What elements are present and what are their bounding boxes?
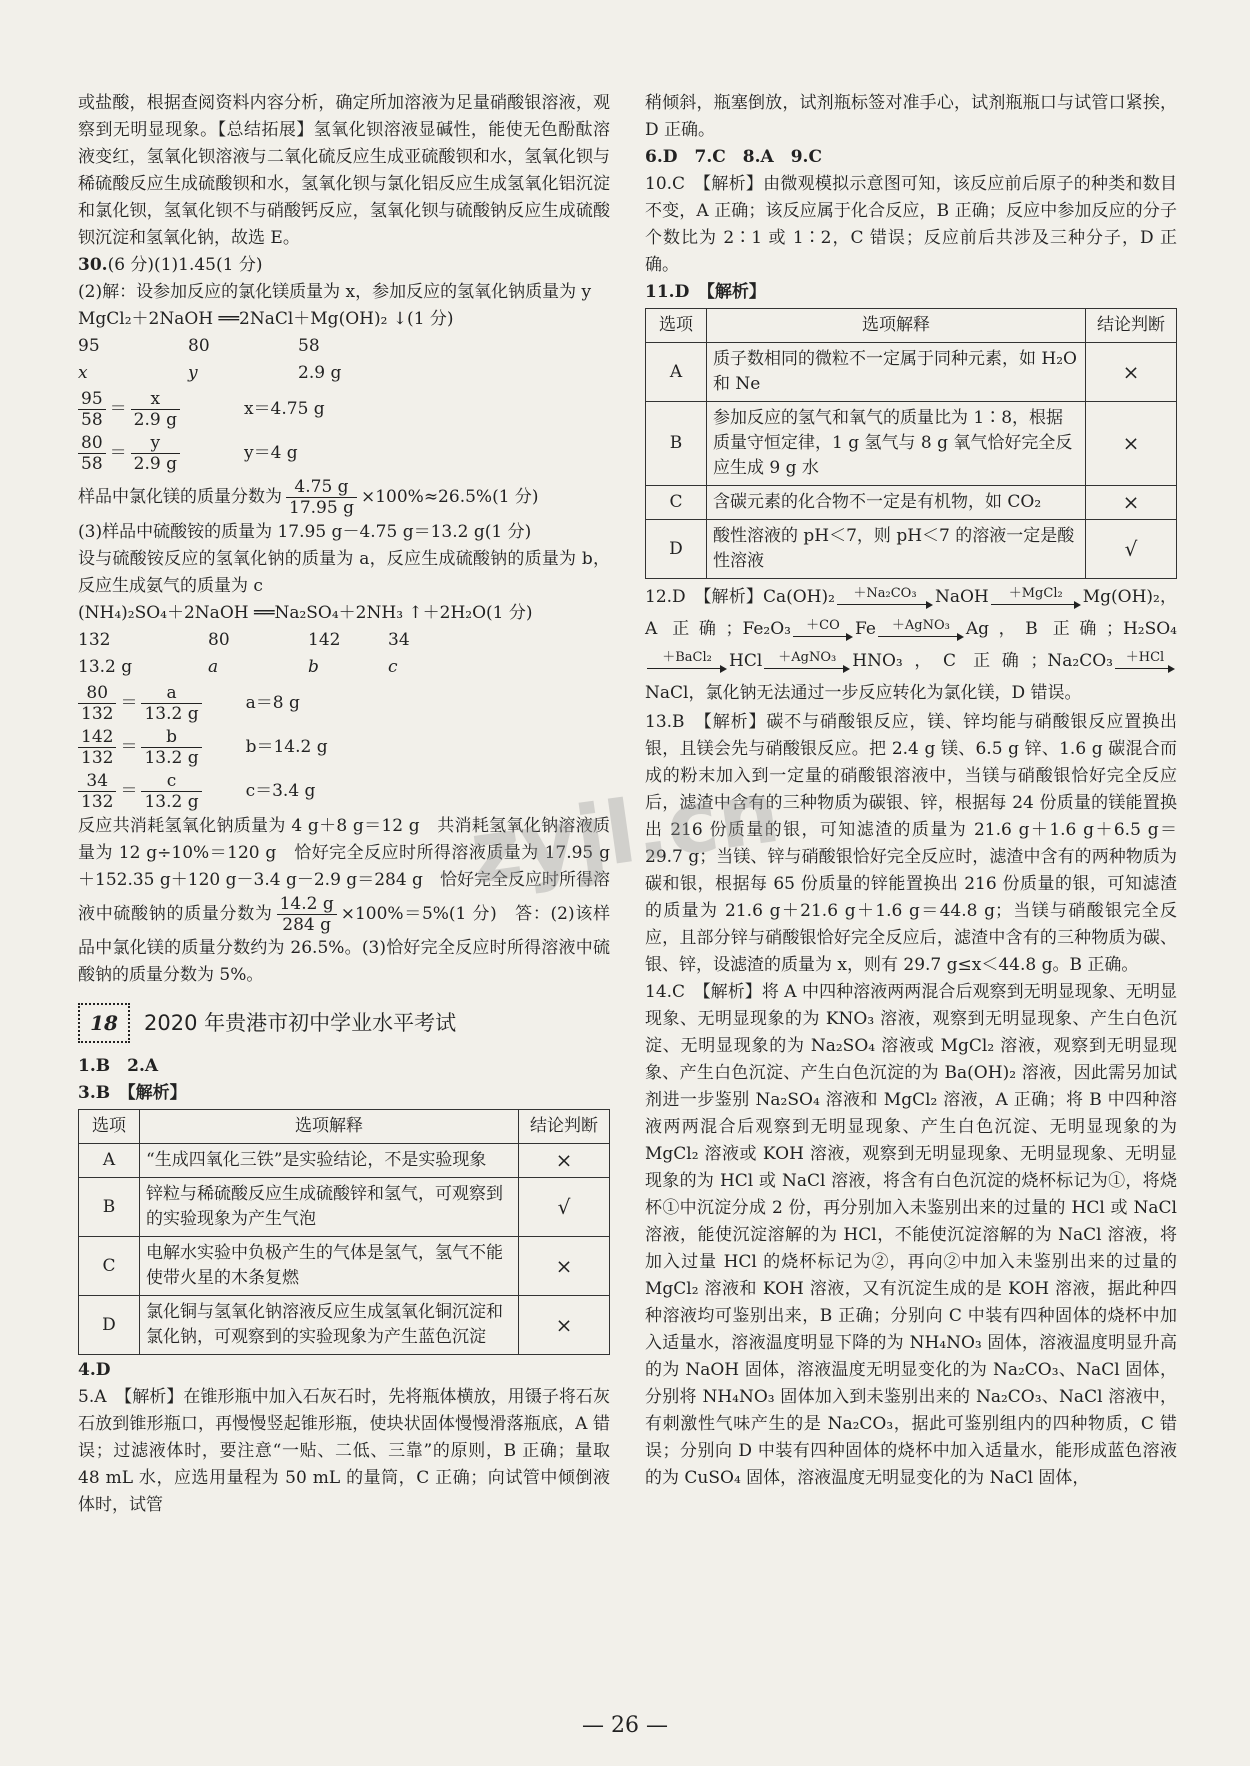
row-option: B: [646, 402, 707, 486]
reaction-arrow-4: [878, 619, 964, 641]
row-judgement: ×: [519, 1296, 610, 1355]
answers-6-9: 6.D 7.C 8.A 9.C: [645, 147, 822, 167]
q30-part2: (2)解：设参加反应的氯化镁质量为 x，参加反应的氢氧化钠质量为 y: [78, 282, 592, 302]
reaction-arrow-5: [647, 651, 727, 673]
fe-rnum: c: [141, 771, 201, 792]
ans12-s1: NaOH: [934, 587, 989, 607]
conclusion-text: 反应共消耗氢氧化钠质量为 4 g＋8 g＝12 g 共消耗氢氧化钠溶液质量为 12 g÷10%＝120 g 恰好完全反应时所得溶液质量为 17.95 g＋152.35 g＋120 g－3.4 g－2.9 g＝284 g 恰好完全反应时所得溶液中硫酸钠的质量分数为: [78, 816, 610, 924]
row-option: A: [646, 343, 707, 402]
eq2-var-2: a: [208, 657, 219, 677]
eq1-var-2: y: [188, 363, 198, 383]
equation-1-vars: [78, 360, 610, 387]
q30-setup: 设与硫酸铵反应的氢氧化钠的质量为 a，反应生成硫酸钠的质量为 b，反应生成氨气的质量为 c: [78, 549, 610, 596]
eq2-mass-2: 80: [208, 630, 230, 650]
fa-rden: 2.9 g: [133, 409, 177, 430]
row-judgement: √: [519, 1178, 610, 1237]
row-option: B: [79, 1178, 140, 1237]
fraction-d: $\frac{142}{132}$ ＝ b 13.2 g b＝14.2 g: [78, 725, 610, 769]
mass-fraction-num: 4.75 g: [286, 477, 357, 498]
fraction-a: $\frac{95}{58}$ ＝ x 2.9 g x＝4.75 g: [78, 387, 610, 431]
fraction-e: $\frac{34}{132}$ ＝ c 13.2 g c＝3.4 g: [78, 769, 610, 813]
fraction-c: $\frac{80}{132}$ ＝ a 13.2 g a＝8 g: [78, 681, 610, 725]
fd-result: b＝14.2 g: [245, 736, 328, 757]
fc-result: a＝8 g: [245, 692, 300, 713]
answer-14: 14.C 【解析】将 A 中四种溶液两两混合后观察到无明显现象、无明显现象、无明显现象的为 KNO₃ 溶液，观察到无明显现象、产生白色沉淀、无明显现象的为 Na₂SO₄ 溶液或 MgCl₂ 溶液，观察到无明显现象、产生白色沉淀、产生白色沉淀的为 Ba(OH)₂ 溶液，因此需另加试剂进一步鉴别 Na₂SO₄ 溶液和 MgCl₂ 溶液，A 正确；将 B 中四种溶液两两混合后观察到无明显现象、产生白色沉淀、无明显现象的为 MgCl₂ 溶液或 KOH 溶液，观察到无明显现象、无明显现象、无明显现象的为 HCl 或 NaCl 溶液，将含有白色沉淀的烧杯标记为①，将烧杯①中沉淀分成 2 份，再分别加入未鉴别出来的过量的 HCl 或 NaCl 溶液，能使沉淀溶解的为 HCl，不能使沉淀溶解的为 NaCl 溶液，将加入过量 HCl 的烧杯标记为②，再向②中加入未鉴别出来的过量的 MgCl₂ 溶液和 KOH 溶液，又有沉淀生成的是 KOH 溶液，据此种四种溶液均可鉴别出来，B 正确；分别向 C 中装有四种固体的烧杯中加入适量水，溶液温度明显下降的为 NH₄NO₃ 固体，溶液温度明显升高的为 NaOH 固体，溶液温度无明显变化的为 Na₂CO₃、NaCl 固体，分别将 NH₄NO₃ 固体加入到未鉴别出来的 Na₂CO₃、NaCl 溶液中，有刺激性气味产生的是 Na₂CO₃，据此可鉴别组内的四种物质，C 错误；分别向 D 中装有四种固体的烧杯中加入适量水，能形成蓝色溶液的为 CuSO₄ 固体，溶液温度无明显变化的为 NaCl 固体，: [645, 982, 1177, 1488]
table-row: [79, 1296, 610, 1355]
reaction-arrow-6: [764, 651, 850, 673]
watermark: zyjl.cn: [464, 761, 786, 905]
fd-rnum: b: [141, 727, 201, 748]
fd-den: 132: [81, 747, 114, 768]
reaction-arrow-3: [793, 619, 853, 641]
analysis-table-3: [78, 1109, 610, 1355]
arrow-6-label: ＋AgNO₃: [778, 649, 837, 665]
conclusion-num: 14.2 g: [277, 894, 337, 915]
fe-rden: 13.2 g: [144, 791, 199, 812]
eq1-mass-1: 95: [78, 336, 100, 356]
equation-2-masses: [78, 627, 610, 654]
table-row: [646, 520, 1177, 579]
mass-fraction-post: ×100%≈26.5%(1 分): [360, 486, 539, 507]
row-option: D: [79, 1296, 140, 1355]
row-explanation: 氯化铜与氢氧化钠溶液反应生成氢氧化铜沉淀和氯化钠，可观察到的实验现象为产生蓝色沉淀: [140, 1296, 519, 1355]
equation-1: MgCl₂＋2NaOH ══2NaCl＋Mg(OH)₂ ↓(1 分): [78, 309, 454, 329]
row-judgement: ×: [1086, 486, 1177, 520]
section-header: [78, 1003, 610, 1043]
q30-part1: (6 分)(1)1.45(1 分): [107, 255, 263, 275]
arrow-6-icon: [764, 665, 850, 673]
fa-result: x＝4.75 g: [243, 398, 325, 419]
reaction-arrow-7: [1115, 651, 1175, 673]
fb-result: y＝4 g: [243, 442, 298, 463]
eq1-mass-3: 58: [298, 336, 320, 356]
table-row: [79, 1178, 610, 1237]
right-paragraph-1: 稍倾斜，瓶塞倒放，试剂瓶标签对准手心，试剂瓶瓶口与试管口紧挨，D 正确。: [645, 93, 1177, 140]
ans12-s6: HNO₃，C 正确；Na₂CO₃: [852, 651, 1113, 671]
fc-rnum: a: [141, 683, 201, 704]
equation-1-masses: [78, 333, 610, 360]
answer-3-head: 3.B 【解析】: [78, 1083, 187, 1103]
table-header-judgement: 结论判断: [1086, 309, 1177, 343]
table-header-option: 选项: [646, 309, 707, 343]
table-row: [79, 1237, 610, 1296]
row-judgement: ×: [519, 1237, 610, 1296]
ans12-s3: Fe: [854, 619, 876, 639]
row-explanation: 质子数相同的微粒不一定属于同种元素，如 H₂O 和 Ne: [707, 343, 1086, 402]
arrow-3-label: ＋CO: [806, 617, 840, 633]
arrow-5-icon: [647, 665, 727, 673]
row-explanation: 电解水实验中负极产生的气体是氢气，氢气不能使带火星的木条复燃: [140, 1237, 519, 1296]
eq1-mass-2: 80: [188, 336, 210, 356]
eq2-var-4: c: [388, 657, 398, 677]
eq2-mass-1: 132: [78, 630, 111, 650]
answer-12: [645, 581, 1177, 709]
answer-13: 13.B 【解析】碳不与硝酸银反应，镁、锌均能与硝酸银反应置换出银，且镁会先与硝酸银反应。把 2.4 g 镁、6.5 g 锌、1.6 g 碳混合而成的粉末加入到一定量的硝酸银溶液中，当镁与硝酸银恰好完全反应后，滤渣中含有的三种物质为碳银、锌，根据每 24 份质量的镁能置换出 216 份质量的银，可知滤渣的质量为 21.6 g＋1.6 g＋6.5 g＝29.7 g；当镁、锌与硝酸银恰好完全反应时，滤渣中含有的两种物质为碳和银，根据每 65 份质量的锌能置换出 216 份质量的银，可知滤渣的质量为 21.6 g＋21.6 g＋1.6 g＝44.8 g；当镁与硝酸银完全反应，且部分锌与硝酸银恰好完全反应后，滤渣中含有的三种物质为碳、银、锌，设滤渣的质量为 x，则有 29.7 g≤x＜44.8 g。B 正确。: [645, 712, 1177, 975]
left-paragraph-1: 或盐酸，根据查阅资料内容分析，确定所加溶液为足量硝酸银溶液，观察到无明显现象。【总结拓展】氢氧化钡溶液显碱性，能使无色酚酞溶液变红，氢氧化钡溶液与二氧化硫反应生成亚硫酸钡和水，氢氧化钡与稀硫酸反应生成硫酸钡和水，氢氧化钡与氯化铝反应生成氢氧化铝沉淀和氯化钡，氢氧化钡不与硝酸钙反应，氢氧化钡与硫酸钠反应生成硫酸钡沉淀和氢氧化钠，故选 E。: [78, 93, 610, 248]
eq1-var-1: x: [78, 363, 88, 383]
table-header-option: 选项: [79, 1110, 140, 1144]
equation-2: (NH₄)₂SO₄＋2NaOH ══Na₂SO₄＋2NH₃ ↑＋2H₂O(1 分): [78, 603, 533, 623]
row-judgement: ×: [519, 1144, 610, 1178]
mass-fraction-den: 17.95 g: [289, 497, 354, 518]
fa-num: 95: [78, 389, 106, 410]
table-header-judgement: 结论判断: [519, 1110, 610, 1144]
row-explanation: 锌粒与稀硫酸反应生成硫酸锌和氢气，可观察到的实验现象为产生气泡: [140, 1178, 519, 1237]
table-row: [646, 486, 1177, 520]
eq2-mass-3: 142: [308, 630, 341, 650]
fa-den: 58: [81, 409, 103, 430]
eq2-var-1: 13.2 g: [78, 657, 133, 677]
reaction-arrow-1: [837, 587, 933, 609]
ans12-s4: Ag，B 正确；H₂SO₄: [965, 619, 1177, 639]
eq2-mass-4: 34: [388, 630, 410, 650]
fe-num: 34: [78, 771, 116, 792]
section-title: 2020 年贵港市初中学业水平考试: [144, 1010, 457, 1035]
arrow-2-icon: [991, 601, 1081, 609]
eq1-var-3: 2.9 g: [298, 363, 342, 383]
fc-rden: 13.2 g: [144, 703, 199, 724]
fb-num: 80: [78, 433, 106, 454]
fb-rnum: y: [131, 433, 180, 454]
q30-number: 30.: [78, 255, 108, 275]
fb-rden: 2.9 g: [133, 453, 177, 474]
arrow-5-label: ＋BaCl₂: [662, 649, 712, 665]
row-explanation: “生成四氧化三铁”是实验结论，不是实验现象: [140, 1144, 519, 1178]
answer-5: 5.A 【解析】在锥形瓶中加入石灰石时，先将瓶体横放，用镊子将石灰石放到锥形瓶口，再慢慢竖起锥形瓶，使块状固体慢慢滑落瓶底，A 错误；过滤液体时，要注意“一贴、二低、三靠”的原则，B 正确；量取 48 mL 水，应选用量程为 50 mL 的量筒，C 正确；向试管中倾倒液体时，试管: [78, 1387, 610, 1515]
table-row: [79, 1144, 610, 1178]
answers-1-2: 1.B 2.A: [78, 1056, 159, 1076]
table-header: [646, 309, 1177, 343]
analysis-table-11: [645, 308, 1177, 579]
ans12-s5: HCl: [729, 651, 763, 671]
fe-den: 132: [81, 791, 114, 812]
answer-10: 10.C 【解析】由微观模拟示意图可知，该反应前后原子的种类和数目不变，A 正确；该反应属于化合反应，B 正确；反应中参加反应的分子个数比为 2∶1 或 1∶2，C 错误；反应前后共涉及三种分子，D 正确。: [645, 174, 1177, 275]
row-explanation: 参加反应的氢气和氧气的质量比为 1∶8，根据质量守恒定律，1 g 氢气与 8 g 氧气恰好完全反应生成 9 g 水: [707, 402, 1086, 486]
section-number: 18: [78, 1003, 130, 1043]
row-option: A: [79, 1144, 140, 1178]
mass-fraction-line: [78, 475, 610, 519]
row-judgement: √: [1086, 520, 1177, 579]
arrow-4-label: ＋AgNO₃: [891, 617, 950, 633]
row-explanation: 酸性溶液的 pH＜7，则 pH＜7 的溶液一定是酸性溶液: [707, 520, 1086, 579]
ans12-head: 12.D 【解析】Ca(OH)₂: [645, 587, 835, 607]
fd-num: 142: [78, 727, 116, 748]
arrow-1-icon: [837, 601, 933, 609]
fc-den: 132: [81, 703, 114, 724]
table-header-explanation: 选项解释: [707, 309, 1086, 343]
row-option: D: [646, 520, 707, 579]
table-row: [646, 402, 1177, 486]
ans12-s2: Mg(OH)₂，A 正确；Fe₂O₃: [645, 587, 1177, 639]
arrow-3-icon: [793, 633, 853, 641]
fb-den: 58: [81, 453, 103, 474]
fe-result: c＝3.4 g: [245, 780, 316, 801]
page-number: — 26 —: [582, 1713, 668, 1738]
arrow-7-label: ＋HCl: [1125, 649, 1165, 665]
equation-2-vars: [78, 654, 610, 681]
q30-line: [78, 252, 610, 279]
table-header-explanation: 选项解释: [140, 1110, 519, 1144]
arrow-1-label: ＋Na₂CO₃: [853, 585, 917, 601]
fd-rden: 13.2 g: [144, 747, 199, 768]
fc-num: 80: [78, 683, 116, 704]
answer-11-head: 11.D 【解析】: [645, 282, 766, 302]
conclusion-den: 284 g: [282, 915, 332, 935]
arrow-2-label: ＋MgCl₂: [1008, 585, 1063, 601]
q30-part3: (3)样品中硫酸铵的质量为 17.95 g－4.75 g＝13.2 g(1 分): [78, 522, 532, 542]
row-judgement: ×: [1086, 402, 1177, 486]
fa-rnum: x: [131, 389, 180, 410]
row-option: C: [646, 486, 707, 520]
mass-fraction-pre: 样品中氯化镁的质量分数为: [78, 486, 282, 507]
ans12-s7: NaCl，氯化钠无法通过一步反应转化为氯化镁，D 错误。: [645, 683, 1082, 703]
row-explanation: 含碳元素的化合物不一定是有机物，如 CO₂: [707, 486, 1086, 520]
fraction-b: $\frac{80}{58}$ ＝ y 2.9 g y＝4 g: [78, 431, 610, 475]
arrow-4-icon: [878, 633, 964, 641]
conclusion-post: ×100%＝5%(1 分) 答：(2)该样品中氯化镁的质量分数约为 26.5%。(3)恰好完全反应时所得溶液中硫酸钠的质量分数为 5%。: [78, 904, 611, 985]
answer-4: 4.D: [78, 1360, 111, 1380]
table-header: [79, 1110, 610, 1144]
eq2-var-3: b: [308, 657, 319, 677]
arrow-7-icon: [1115, 665, 1175, 673]
reaction-arrow-2: [991, 587, 1081, 609]
table-row: [646, 343, 1177, 402]
row-option: C: [79, 1237, 140, 1296]
row-judgement: ×: [1086, 343, 1177, 402]
